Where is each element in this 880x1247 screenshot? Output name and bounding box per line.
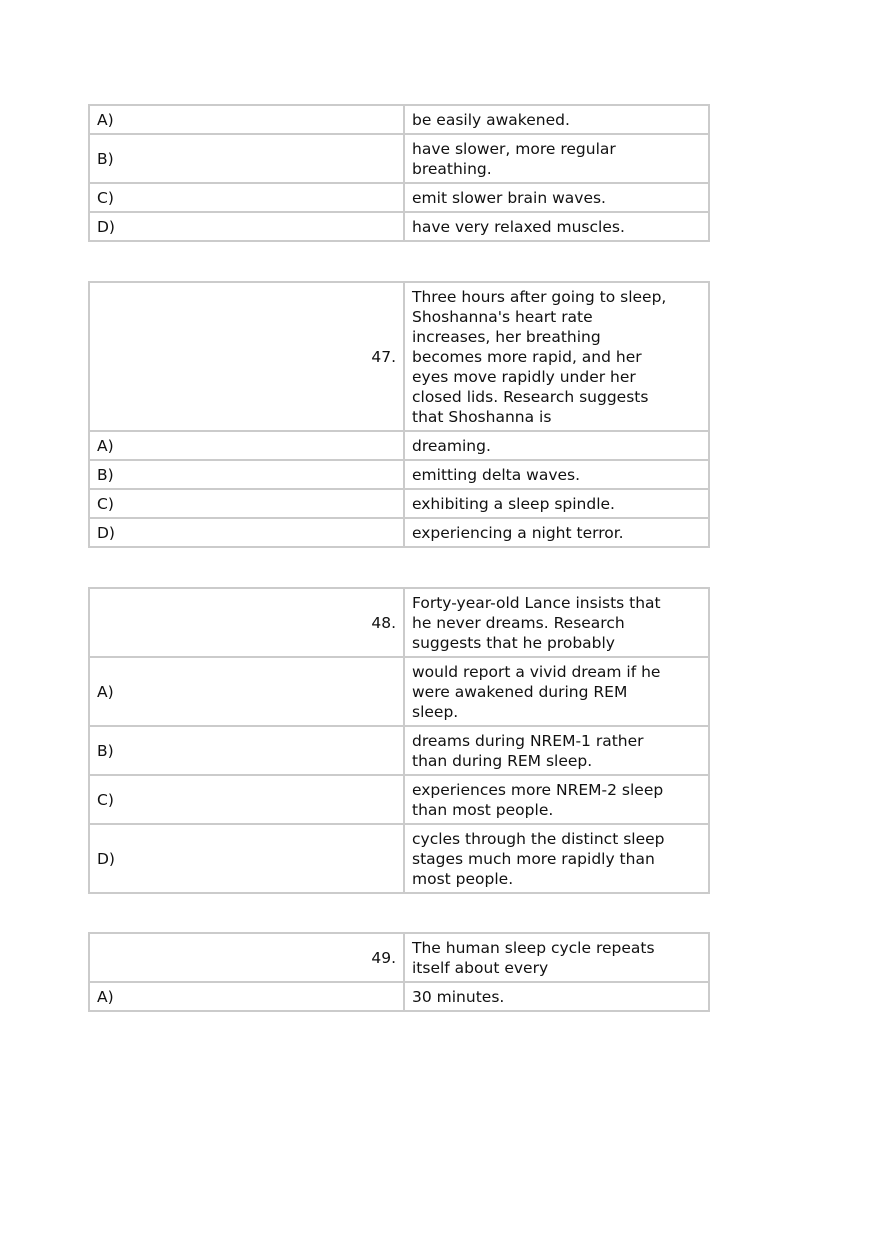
option-letter: C) xyxy=(89,775,404,824)
option-row xyxy=(89,775,709,824)
question-number: 47. xyxy=(89,282,404,431)
question-table xyxy=(88,932,710,1012)
option-letter: A) xyxy=(89,657,404,726)
option-letter: B) xyxy=(89,726,404,775)
option-letter: A) xyxy=(89,982,404,1011)
option-row xyxy=(89,657,709,726)
option-row xyxy=(89,134,709,183)
question-stem: Forty-year-old Lance insists that he never dreams. Research suggests that he probably xyxy=(404,588,709,657)
option-text: emit slower brain waves. xyxy=(404,183,709,212)
option-text: experiences more NREM-2 sleep than most people. xyxy=(404,775,709,824)
option-row xyxy=(89,982,709,1011)
option-text: experiencing a night terror. xyxy=(404,518,709,547)
option-letter: A) xyxy=(89,431,404,460)
option-letter: B) xyxy=(89,460,404,489)
question-table xyxy=(88,104,710,242)
option-row xyxy=(89,824,709,893)
question-row xyxy=(89,933,709,982)
option-text: have very relaxed muscles. xyxy=(404,212,709,241)
option-letter: A) xyxy=(89,105,404,134)
option-text: dreaming. xyxy=(404,431,709,460)
option-row xyxy=(89,183,709,212)
question-number: 48. xyxy=(89,588,404,657)
question-stem: The human sleep cycle repeats itself about every xyxy=(404,933,709,982)
question-table xyxy=(88,587,710,894)
option-letter: D) xyxy=(89,518,404,547)
option-row xyxy=(89,460,709,489)
question-table xyxy=(88,281,710,548)
option-text: would report a vivid dream if he were awakened during REM sleep. xyxy=(404,657,709,726)
question-stem: Three hours after going to sleep, Shoshanna's heart rate increases, her breathing becomes more rapid, and her eyes move rapidly under her closed lids. Research suggests that Shoshanna is xyxy=(404,282,709,431)
question-row xyxy=(89,588,709,657)
option-letter: D) xyxy=(89,824,404,893)
option-row xyxy=(89,489,709,518)
option-letter: B) xyxy=(89,134,404,183)
option-letter: C) xyxy=(89,183,404,212)
option-letter: C) xyxy=(89,489,404,518)
option-text: 30 minutes. xyxy=(404,982,709,1011)
option-row xyxy=(89,431,709,460)
option-letter: D) xyxy=(89,212,404,241)
question-number: 49. xyxy=(89,933,404,982)
option-text: dreams during NREM-1 rather than during REM sleep. xyxy=(404,726,709,775)
option-text: exhibiting a sleep spindle. xyxy=(404,489,709,518)
question-row xyxy=(89,282,709,431)
option-text: cycles through the distinct sleep stages much more rapidly than most people. xyxy=(404,824,709,893)
option-row xyxy=(89,212,709,241)
option-text: emitting delta waves. xyxy=(404,460,709,489)
option-text: be easily awakened. xyxy=(404,105,709,134)
option-text: have slower, more regular breathing. xyxy=(404,134,709,183)
option-row xyxy=(89,105,709,134)
option-row xyxy=(89,518,709,547)
option-row xyxy=(89,726,709,775)
